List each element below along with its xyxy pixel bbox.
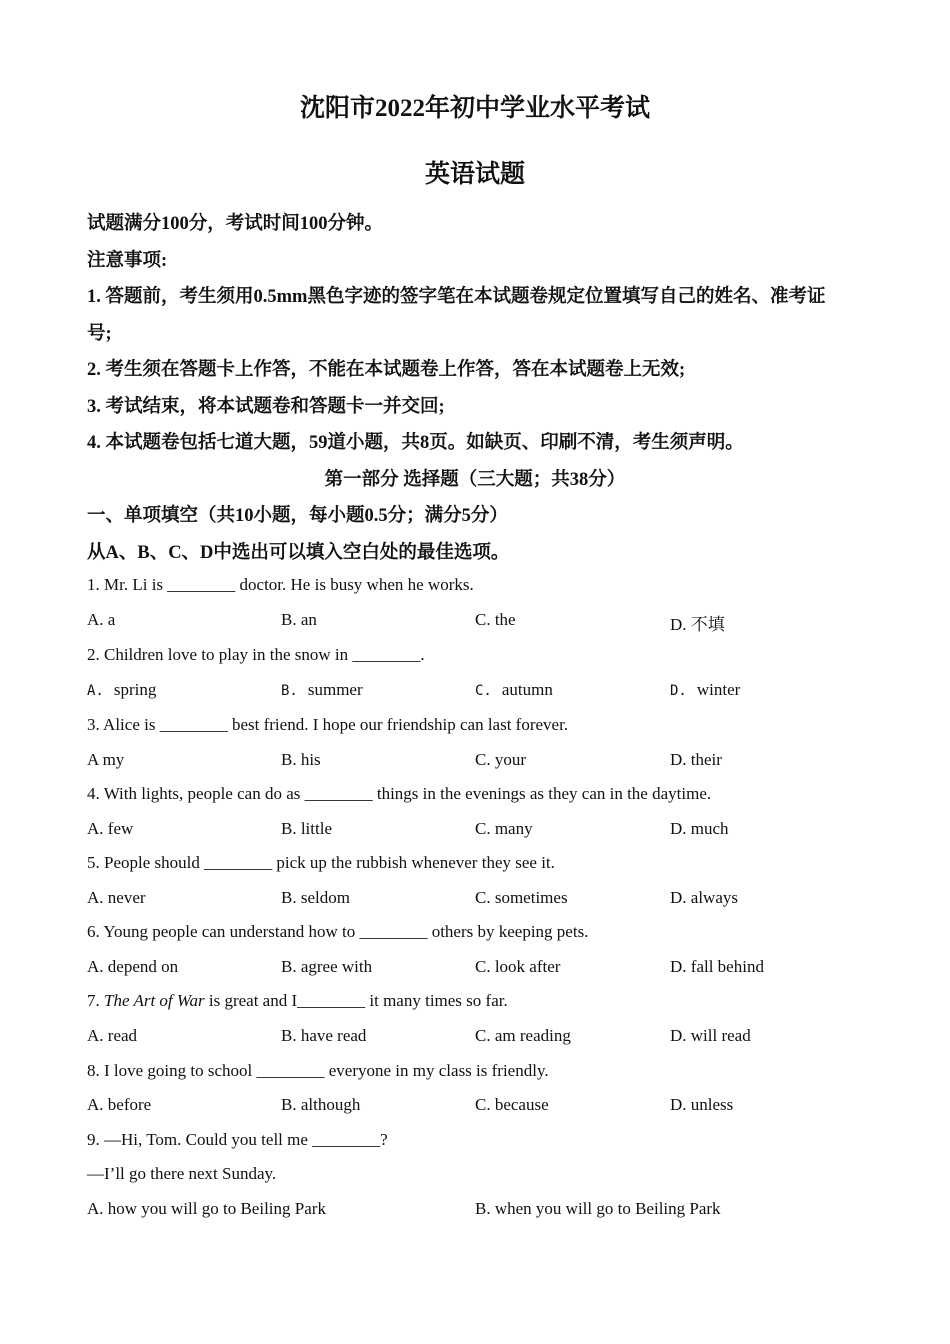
part1-heading: 第一部分 选择题（三大题；共38分） — [324, 470, 626, 490]
q1-option-b: B. an — [281, 610, 317, 629]
q7-option-c: C. am reading — [475, 1026, 571, 1045]
notice-item-1-cont: 号; — [87, 324, 112, 344]
q1-option-c: C. the — [475, 610, 516, 629]
q8-option-c: C. because — [475, 1095, 549, 1114]
q2-letter-d: D. — [670, 683, 687, 699]
question-7 — [87, 991, 508, 1011]
q7-option-d: D. will read — [670, 1026, 751, 1045]
q2-option-a-text: spring — [113, 680, 157, 699]
q2-option-d — [670, 680, 740, 700]
q6-option-d: D. fall behind — [670, 957, 764, 976]
question-5: 5. People should ________ pick up the rubbish whenever they see it. — [87, 853, 555, 872]
q2-option-b — [281, 680, 363, 700]
notice-item-4: 4. 本试题卷包括七道大题，59道小题，共8页。如缺页、印刷不清，考生须声明。 — [87, 433, 744, 453]
q9-option-b: B. when you will go to Beiling Park — [475, 1199, 721, 1218]
score-line: 试题满分100分，考试时间100分钟。 — [87, 214, 384, 234]
q2-option-d-text: winter — [696, 680, 741, 699]
q2-option-a — [87, 680, 156, 700]
question-9: 9. —Hi, Tom. Could you tell me ________? — [87, 1130, 388, 1149]
q2-letter-c: C. — [475, 683, 492, 699]
notice-item-1: 1. 答题前，考生须用0.5mm黑色字迹的签字笔在本试题卷规定位置填写自己的姓名、准考证 — [87, 287, 826, 307]
notice-item-2: 2. 考生须在答题卡上作答，不能在本试题卷上作答，答在本试题卷上无效; — [87, 360, 686, 380]
q8-option-d: D. unless — [670, 1095, 734, 1114]
q3-option-d: D. their — [670, 750, 722, 769]
q6-option-c: C. look after — [475, 957, 561, 976]
q7-rest: is great and I________ it many times so far. — [204, 991, 508, 1010]
exam-subtitle: 英语试题 — [424, 161, 525, 188]
q4-option-a: A. few — [87, 819, 134, 838]
q2-letter-a: A. — [87, 683, 104, 699]
notice-heading: 注意事项: — [87, 251, 168, 271]
question-1: 1. Mr. Li is ________ doctor. He is busy when he works. — [87, 575, 474, 594]
q6-option-b: B. agree with — [281, 957, 373, 976]
question-3: 3. Alice is ________ best friend. I hope our friendship can last forever. — [87, 715, 569, 734]
q2-option-c-text: autumn — [501, 680, 553, 699]
q7-option-a: A. read — [87, 1026, 138, 1045]
q8-option-a: A. before — [87, 1095, 152, 1114]
question-2: 2. Children love to play in the snow in ________. — [87, 645, 425, 664]
question-4: 4. With lights, people can do as ________ things in the evenings as they can in the daytime. — [87, 784, 712, 803]
exam-title: 沈阳市2022年初中学业水平考试 — [299, 95, 650, 122]
q5-option-d: D. always — [670, 888, 738, 907]
q3-option-b: B. his — [281, 750, 321, 769]
q3-option-c: C. your — [475, 750, 526, 769]
question-9-reply: —I’ll go there next Sunday. — [87, 1164, 277, 1183]
question-6: 6. Young people can understand how to ________ others by keeping pets. — [87, 922, 589, 941]
q7-prefix: 7. — [87, 991, 104, 1010]
q7-book-title: The Art of War — [104, 991, 205, 1010]
q1-option-d: D. 不填 — [670, 615, 725, 634]
q8-option-b: B. although — [281, 1095, 361, 1114]
q4-option-d: D. much — [670, 819, 729, 838]
q5-option-a: A. never — [87, 888, 146, 907]
q2-option-c — [475, 680, 553, 700]
q9-option-a: A. how you will go to Beiling Park — [87, 1199, 326, 1218]
notice-item-3: 3. 考试结束，将本试题卷和答题卡一并交回; — [87, 397, 445, 417]
q4-option-c: C. many — [475, 819, 533, 838]
q1-option-a: A. a — [87, 610, 116, 629]
q3-option-a: A my — [87, 750, 125, 769]
q2-option-b-text: summer — [307, 680, 363, 699]
question-8: 8. I love going to school ________ everyone in my class is friendly. — [87, 1061, 549, 1080]
q5-option-b: B. seldom — [281, 888, 350, 907]
q2-letter-b: B. — [281, 683, 298, 699]
q6-option-a: A. depend on — [87, 957, 179, 976]
q5-option-c: C. sometimes — [475, 888, 568, 907]
section-instruction: 从A、B、C、D中选出可以填入空白处的最佳选项。 — [87, 543, 510, 563]
q7-option-b: B. have read — [281, 1026, 367, 1045]
q4-option-b: B. little — [281, 819, 332, 838]
section-heading: 一、单项填空（共10小题，每小题0.5分；满分5分） — [87, 506, 508, 526]
